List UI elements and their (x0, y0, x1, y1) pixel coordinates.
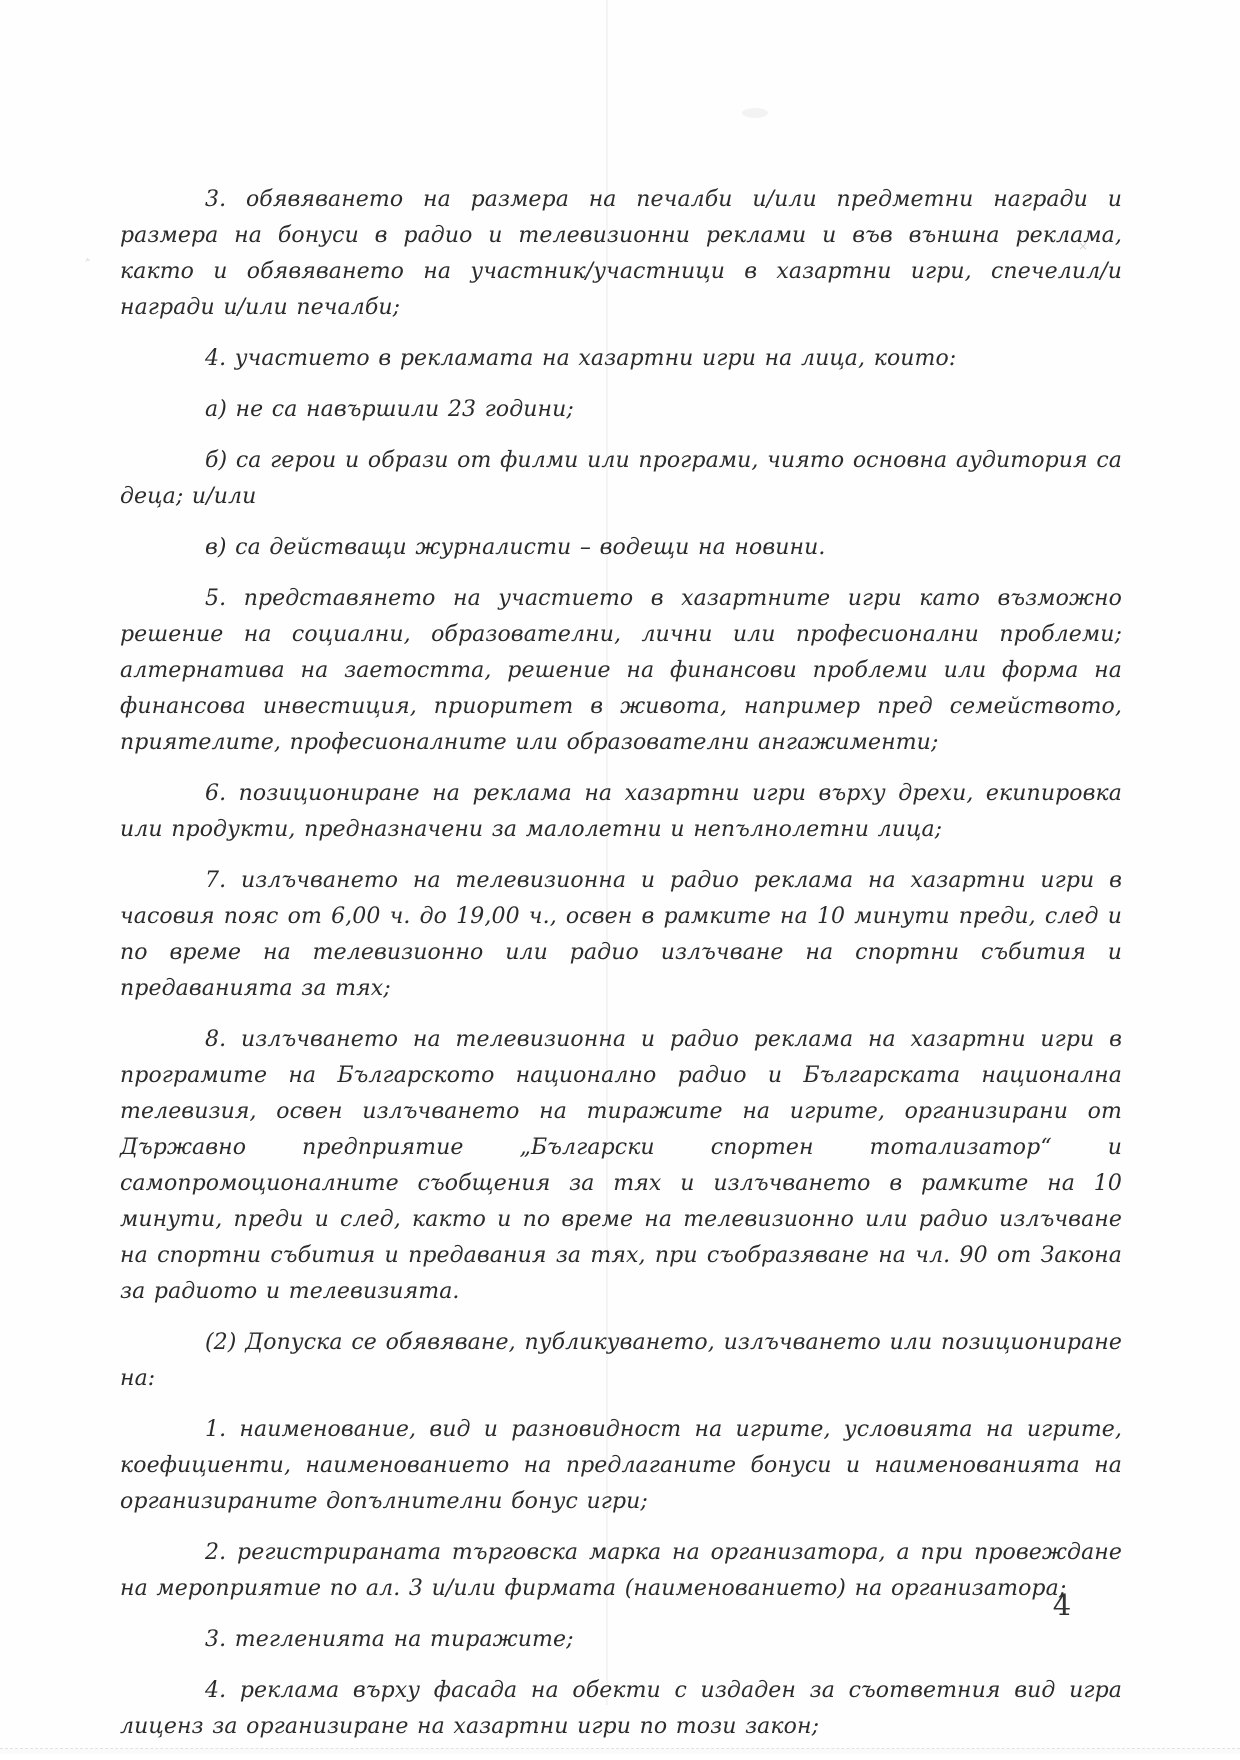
paragraph: 3. обявяването на размера на печалби и/или предметни награди и размера на бонуси в радио и телевизионни реклами и във външна реклама, както и обявяването на участник/участници в хазартни игри, спечелил/и награди и/или печалби; (120, 187, 1122, 320)
page-number: 4 (1052, 1588, 1072, 1622)
scan-speck-left (82, 246, 90, 263)
scan-bottom-band (0, 1749, 1240, 1754)
paragraph: (2) Допуска се обявяване, публикуването, излъчването или позициониране на: (120, 1330, 1122, 1391)
paragraph: 4. участието в рекламата на хазартни игри на лица, които: (205, 346, 957, 371)
paragraph: 3. тегленията на тиражите; (205, 1627, 574, 1652)
paragraph: а) не са навършили 23 години; (205, 397, 574, 422)
paragraph: 8. излъчването на телевизионна и радио реклама на хазартни игри в програмите на Българското национално радио и Българската национална телевизия, освен излъчването на тиражите на игрите, организирани от Държавно предприятие „Български спортен тотализатор“ и самопромоционалните съобщения за тях и излъчването в рамките на 10 минути, преди и след, както и по време на телевизионно или радио излъчване на спортни събития и предавания за тях, при съобразяване на чл. 90 от Закона за радиото и телевизията. (120, 1027, 1122, 1304)
paragraph: б) са герои и образи от филми или програми, чиято основна аудитория са деца; и/или (120, 448, 1122, 509)
paragraph: в) са действащи журналисти – водещи на новини. (205, 535, 826, 560)
paragraph: 4. реклама върху фасада на обекти с издаден за съответния вид игра лиценз за организиране на хазартни игри по този закон; (120, 1678, 1122, 1739)
paragraph: 5. представянето на участието в хазартните игри като възможно решение на социални, образователни, лични или професионални проблеми; алтернатива на заетостта, решение на финансови проблеми или форма на финансова инвестиция, приоритет в живота, например пред семейството, приятелите, професионалните или образователни ангажименти; (120, 586, 1122, 755)
paragraph: 1. наименование, вид и разновидност на игрите, условията на игрите, коефициенти, наименованието на предлаганите бонуси и наименованията на организираните допълнителни бонус игри; (120, 1417, 1122, 1514)
scan-smudge (742, 108, 768, 118)
paragraph: 6. позициониране на реклама на хазартни игри върху дрехи, екипировка или продукти, предназначени за малолетни и непълнолетни лица; (120, 781, 1122, 842)
paragraph: 2. регистрираната търговска марка на организатора, а при провеждане на мероприятие по ал. 3 и/или фирмата (наименованието) на организатора; (120, 1540, 1122, 1601)
paragraph: 7. излъчването на телевизионна и радио реклама на хазартни игри в часовия пояс от 6,00 ч. до 19,00 ч., освен в рамките на 10 минути преди, след и по време на телевизионно или радио излъчване на спортни събития и предаванията за тях; (120, 868, 1122, 1001)
document-text-block (120, 182, 1122, 1760)
